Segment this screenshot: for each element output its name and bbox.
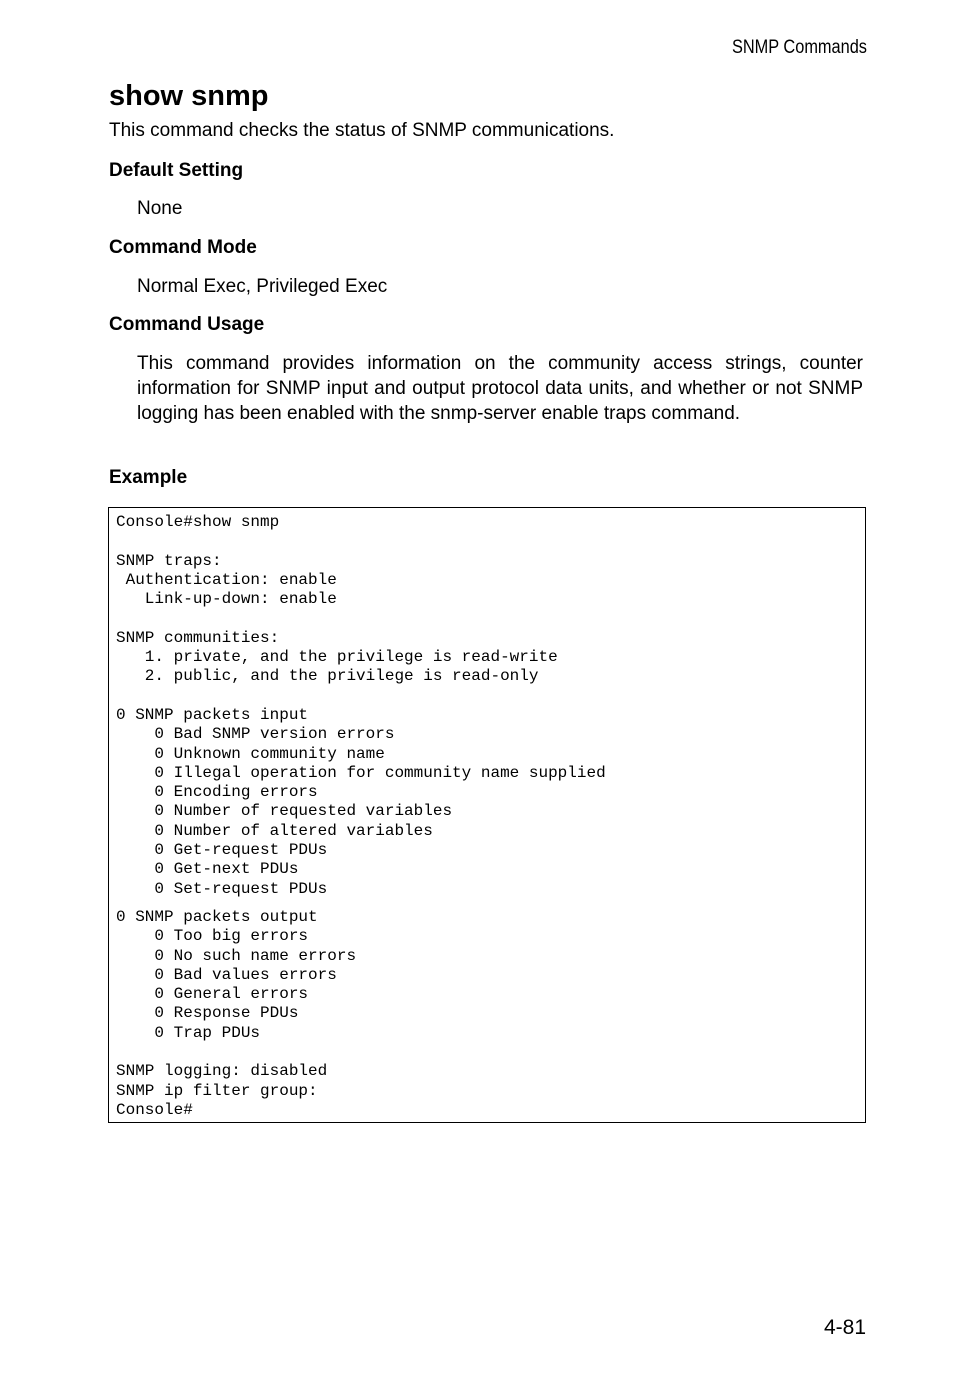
page-number: 4-81 [823,1316,866,1339]
code-gap [109,899,865,908]
example-code-box [108,507,866,1123]
command-usage-body: This command provides information on the community access strings, counter information for SNMP input and output protocol data units, and whether or not SNMP logging has been enabled with the snmp-server enable traps command. [137,353,863,424]
command-usage-heading: Command Usage [109,314,265,335]
example-code-output: 0 SNMP packets output 0 Too big errors 0 No such name errors 0 Bad values errors 0 General errors 0 Response PDUs 0 Trap PDUs SNMP logging: disabled SNMP ip filter group: Console# [116,907,357,1119]
example-code-input: Console#show snmp SNMP traps: Authentication: enable Link-up-down: enable SNMP communities: 1. private, and the privilege is read-write 2. public, and the privilege is read-only 0 SNMP packets input 0 Bad SNMP version errors 0 Unknown community name 0 Illegal operation for community name supplied 0 Encoding errors 0 Number of requested variables 0 Number of altered variables 0 Get-request PDUs 0 Get-next PDUs 0 Set-request PDUs [116,513,606,898]
intro-text: This command checks the status of SNMP communications. [109,120,615,141]
default-setting-heading: Default Setting [109,160,244,181]
command-mode-body: Normal Exec, Privileged Exec [137,276,388,297]
default-setting-body: None [137,198,183,219]
running-head: SNMP Commands [731,37,867,58]
command-mode-heading: Command Mode [109,237,257,258]
page-title: show snmp [109,80,269,112]
example-heading: Example [109,467,188,488]
